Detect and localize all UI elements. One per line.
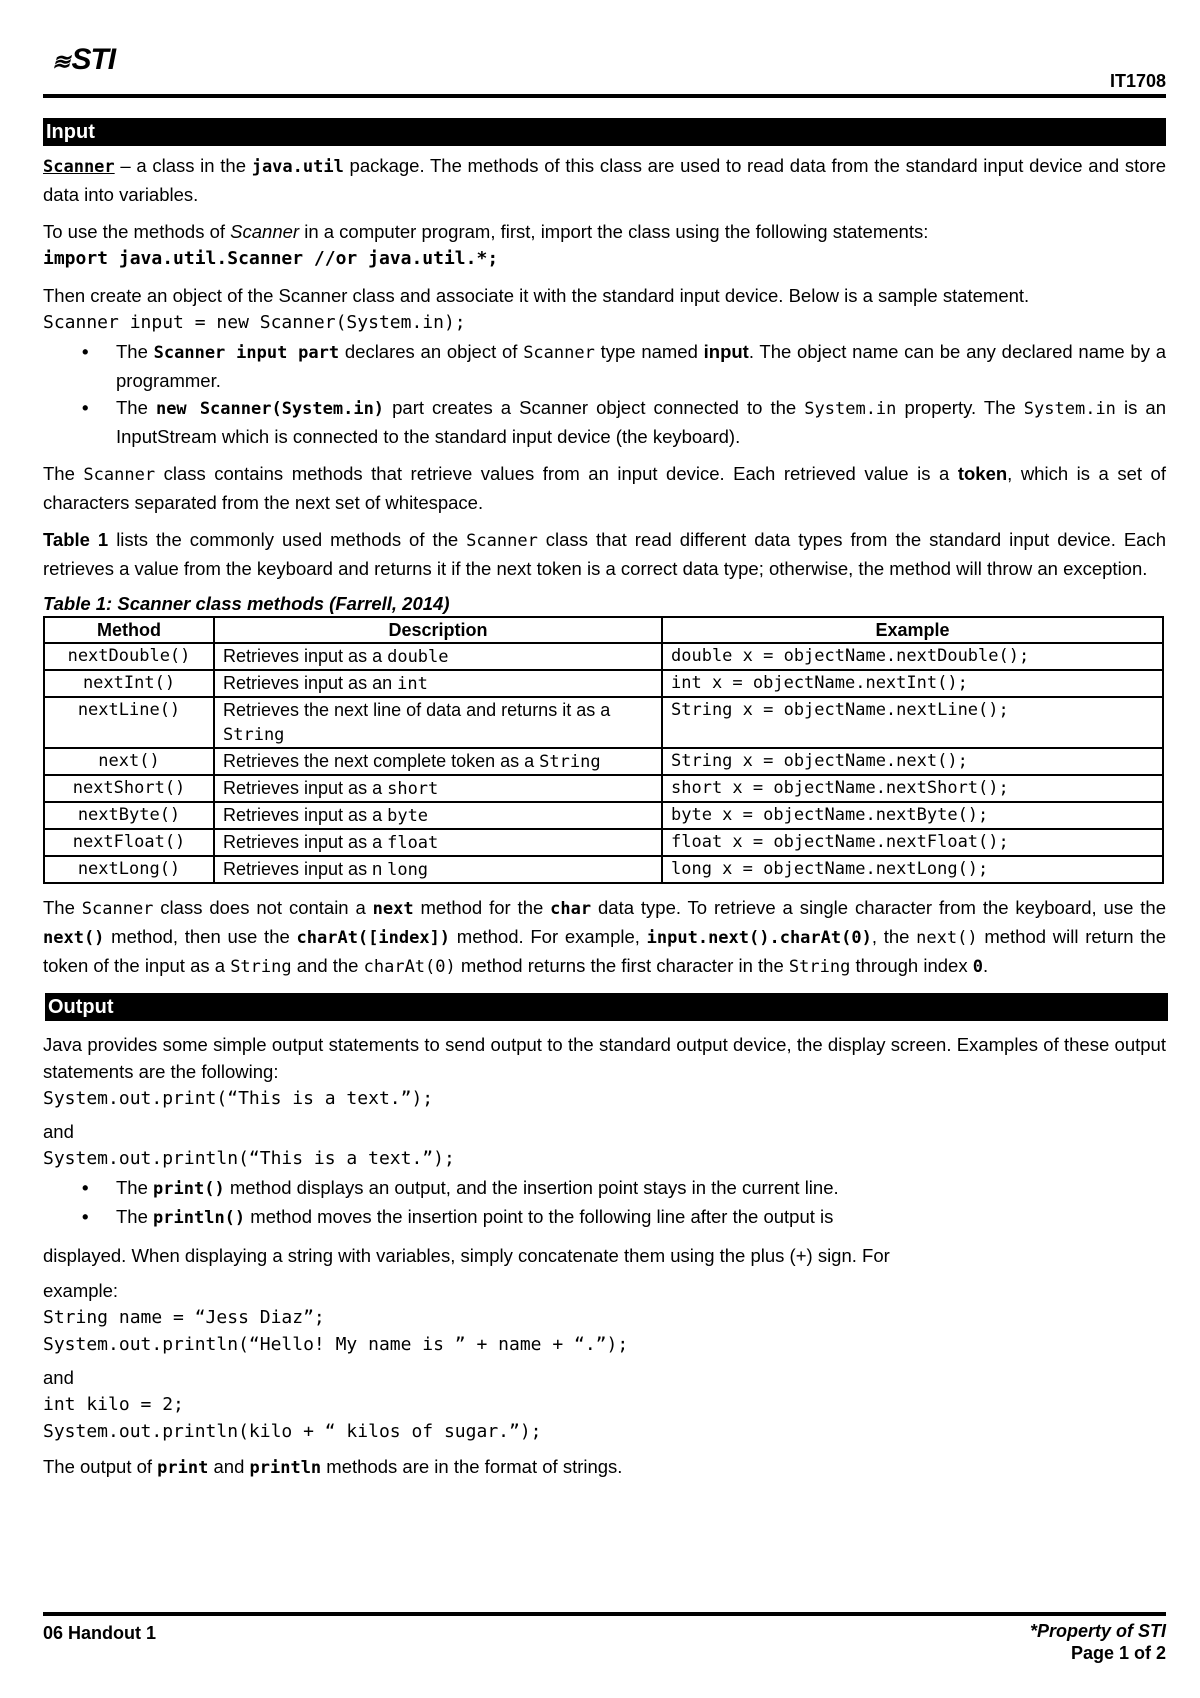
table-row [44, 829, 1163, 856]
method-cell: nextLine() [44, 697, 214, 748]
column-header-example: Example [662, 617, 1163, 643]
table-row [44, 856, 1163, 883]
paragraph-table-intro: Table 1 lists the commonly used methods of the Scanner class that read different data types from the standard input device. Each retrieves a value from the keyboard and returns it if the next token is a correct data type; otherwise, the method will throw an exception. [43, 529, 1166, 579]
method-cell: nextInt() [44, 670, 214, 697]
paragraph-example-label: example: [43, 1280, 119, 1301]
table-row [44, 802, 1163, 829]
document-code: IT1708 [1109, 71, 1166, 91]
method-cell: nextShort() [44, 775, 214, 802]
code-hello-println: System.out.println(“Hello! My name is ” + name + “.”); [43, 1334, 629, 1355]
method-cell: next() [44, 748, 214, 775]
description-cell: Retrieves input as a float [214, 829, 662, 856]
example-cell: double x = objectName.nextDouble(); [662, 643, 1163, 670]
code-import-statement: import java.util.Scanner //or java.util.*; [43, 248, 499, 269]
list-item: • The Scanner input part declares an object of Scanner type named input. The object name can be any declared name by a programmer. [116, 338, 1166, 394]
table-row [44, 775, 1163, 802]
paragraph-import-intro: To use the methods of Scanner in a computer program, first, import the class using the following statements: [43, 221, 929, 242]
description-cell: Retrieves input as a short [214, 775, 662, 802]
example-cell: int x = objectName.nextInt(); [662, 670, 1163, 697]
method-cell: nextDouble() [44, 643, 214, 670]
example-cell: String x = objectName.next(); [662, 748, 1163, 775]
code-kilo-println: System.out.println(kilo + “ kilos of sugar.”); [43, 1421, 542, 1442]
page-header [0, 0, 1200, 100]
paragraph-output-intro: Java provides some simple output statements to send output to the standard output device, the display screen. Examples of these output statements are the following: [43, 1034, 1166, 1082]
method-cell: nextFloat() [44, 829, 214, 856]
document-body [43, 118, 1166, 1482]
code-int-declaration: int kilo = 2; [43, 1394, 184, 1415]
paragraph-scanner-intro: Scanner – a class in the java.util package. The methods of this class are used to read data from the standard input device and store data into variables. [43, 155, 1166, 205]
example-cell: long x = objectName.nextLong(); [662, 856, 1163, 883]
footer-rule [43, 1612, 1166, 1616]
column-header-method: Method [44, 617, 214, 643]
example-cell: float x = objectName.nextFloat(); [662, 829, 1163, 856]
scanner-methods-table [43, 616, 1164, 884]
paragraph-token: The Scanner class contains methods that retrieve values from an input device. Each retrieved value is a token, which is a set of characters separated from the next set of whitespace. [43, 463, 1166, 513]
scanner-bullet-list [43, 338, 1166, 450]
description-cell: Retrieves the next complete token as a String [214, 748, 662, 775]
footer-right [1030, 1620, 1166, 1664]
description-cell: Retrieves input as a byte [214, 802, 662, 829]
table-row [44, 670, 1163, 697]
example-cell: byte x = objectName.nextByte(); [662, 802, 1163, 829]
footer-property-notice: *Property of STI [1029, 1621, 1166, 1641]
list-item: • The new Scanner(System.in) part creates a Scanner object connected to the System.in property. The System.in is an InputStream which is connected to the standard input device (the keyboard). [116, 394, 1166, 450]
footer-handout-label: 06 Handout 1 [43, 1623, 157, 1643]
table-row [44, 643, 1163, 670]
table-row [44, 697, 1163, 748]
example-cell: short x = objectName.nextShort(); [662, 775, 1163, 802]
output-bullet-list [43, 1174, 1166, 1232]
code-string-declaration: String name = “Jess Diaz”; [43, 1307, 325, 1328]
list-item: • The println() method moves the insertion point to the following line after the output is [116, 1203, 1166, 1232]
paragraph-char-retrieval: The Scanner class does not contain a next method for the char data type. To retrieve a single character from the keyboard, use the next() method, then use the charAt([index]) method. For example, input.next().charAt(0), the next() method will return the token of the input as a String and the charAt(0) method returns the first character in the String through index 0. [43, 897, 1166, 977]
code-scanner-statement: Scanner input = new Scanner(System.in); [43, 312, 466, 333]
list-item: • The print() method displays an output, and the insertion point stays in the current line. [116, 1174, 1166, 1203]
description-cell: Retrieves the next line of data and returns it as a String [214, 697, 662, 748]
page-number: Page 1 of 2 [1070, 1643, 1166, 1663]
table-caption: Table 1: Scanner class methods (Farrell, 2014) [43, 593, 450, 614]
code-println-example: System.out.println(“This is a text.”); [43, 1148, 455, 1169]
connector-and: and [43, 1367, 74, 1388]
description-cell: Retrieves input as an int [214, 670, 662, 697]
description-cell: Retrieves input as a double [214, 643, 662, 670]
logo-swoosh-icon: ≋ [52, 49, 70, 74]
description-cell: Retrieves input as n long [214, 856, 662, 883]
column-header-description: Description [214, 617, 662, 643]
section-heading-input: Input [43, 118, 1166, 146]
section-heading-output: Output [45, 993, 1168, 1021]
method-cell: nextLong() [44, 856, 214, 883]
table-header-row [44, 617, 1163, 643]
paragraph-concatenation: displayed. When displaying a string with variables, simply concatenate them using the plus (+) sign. For [43, 1245, 890, 1266]
connector-and: and [43, 1121, 74, 1142]
table-row [44, 748, 1163, 775]
logo-text: STI [71, 43, 116, 76]
code-print-example: System.out.print(“This is a text.”); [43, 1088, 434, 1109]
header-rule [43, 94, 1166, 98]
method-cell: nextByte() [44, 802, 214, 829]
paragraph-create-object: Then create an object of the Scanner class and associate it with the standard input device. Below is a sample statement. [43, 285, 1030, 306]
sti-logo [52, 43, 116, 76]
example-cell: String x = objectName.nextLine(); [662, 697, 1163, 748]
paragraph-output-format: The output of print and println methods are in the format of strings. [43, 1456, 623, 1478]
